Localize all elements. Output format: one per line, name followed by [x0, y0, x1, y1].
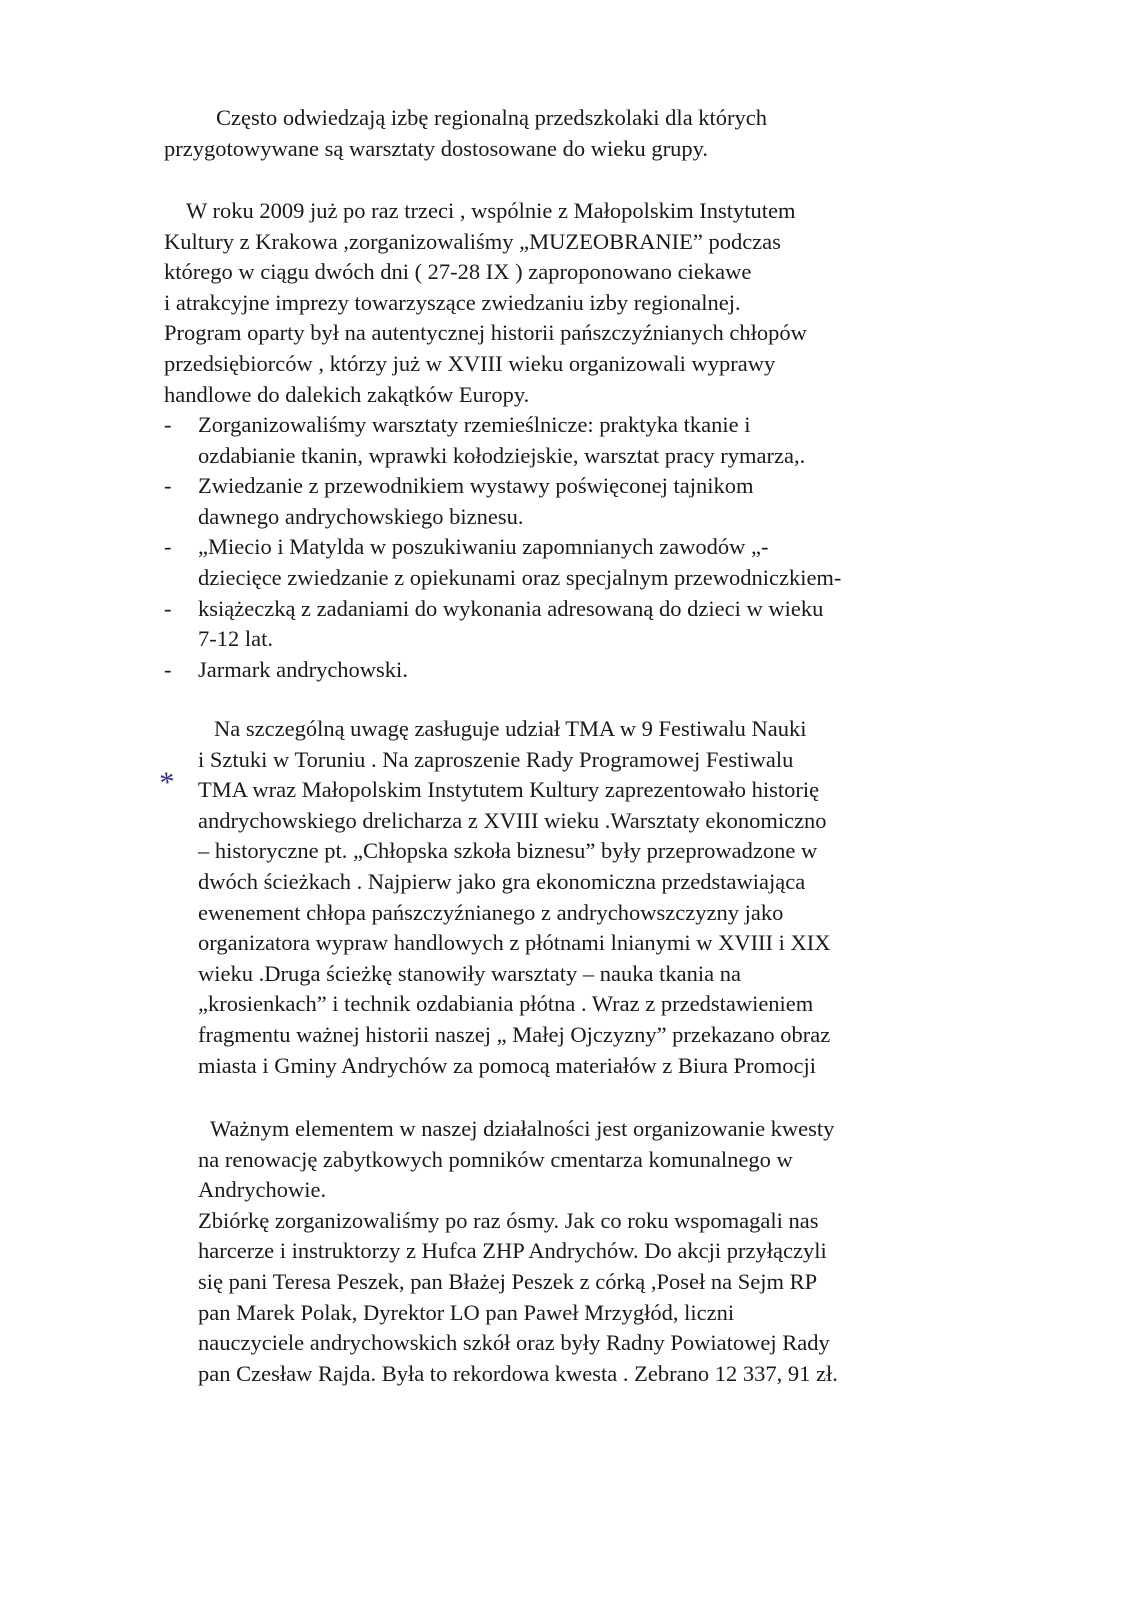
text-line: „Miecio i Matylda w poszukiwaniu zapomnianych zawodów „- — [198, 534, 769, 560]
text-line: pan Czesław Rajda. Była to rekordowa kwesta . Zebrano 12 337, 91 zł. — [198, 1360, 838, 1386]
text-line: ewenement chłopa pańszczyźnianego z andrychowszczyzny jako — [198, 899, 784, 925]
text-line: Andrychowie. — [198, 1177, 327, 1203]
text-line: organizatora wypraw handlowych z płótnami lnianymi w XVIII i XIX — [198, 930, 831, 956]
text-line: pan Marek Polak, Dyrektor LO pan Paweł Mrzygłód, liczni — [198, 1299, 735, 1325]
list-item — [164, 594, 841, 655]
list-item — [164, 410, 841, 471]
text-line: Zbiórkę zorganizowaliśmy po raz ósmy. Jak co roku wspomagali nas — [198, 1207, 819, 1233]
text-line: Kultury z Krakowa ,zorganizowaliśmy „MUZEOBRANIE” podczas — [164, 228, 781, 254]
text-line: książeczką z zadaniami do wykonania adresowaną do dzieci w wieku — [198, 595, 824, 621]
list-dash: - — [164, 656, 172, 682]
text-line: Jarmark andrychowski. — [198, 656, 408, 682]
text-line: nauczyciele andrychowskich szkół oraz były Radny Powiatowej Rady — [198, 1330, 830, 1356]
text-line: fragmentu ważnej historii naszej „ Małej Ojczyzny” przekazano obraz — [198, 1021, 831, 1047]
text-line: Ważnym elementem w naszej działalności jest organizowanie kwesty — [210, 1116, 835, 1141]
text-line: przedsiębiorców , którzy już w XVIII wieku organizowali wyprawy — [164, 350, 776, 376]
text-line: Na szczególną uwagę zasługuje udział TMA w 9 Festiwalu Nauki — [214, 716, 807, 741]
text-line: wieku .Druga ścieżkę stanowiły warsztaty – nauka tkania na — [198, 960, 741, 986]
text-line: miasta i Gminy Andrychów za pomocą materiałów z Biura Promocji — [198, 1052, 816, 1078]
text-line: przygotowywane są warsztaty dostosowane do wieku grupy. — [164, 135, 709, 161]
kwesta-paragraph — [198, 1114, 838, 1389]
text-line: Często odwiedzają izbę regionalną przedszkolaki dla których — [216, 105, 768, 130]
list-item — [164, 532, 841, 593]
workshop-list — [164, 410, 841, 685]
text-line: na renowację zabytkowych pomników cmentarza komunalnego w — [198, 1146, 793, 1172]
text-line: handlowe do dalekich zakątków Europy. — [164, 381, 530, 407]
list-item — [164, 471, 841, 532]
text-line: 7-12 lat. — [198, 626, 273, 652]
text-line: Zorganizowaliśmy warsztaty rzemieślnicze: praktyka tkanie i — [198, 412, 751, 437]
torun-festival-paragraph — [198, 714, 831, 1081]
text-line: Program oparty był na autentycznej historii pańszczyźnianych chłopów — [164, 320, 807, 346]
list-dash: - — [164, 534, 172, 560]
text-line: dawnego andrychowskiego biznesu. — [198, 503, 524, 529]
handwritten-asterisk-mark: * — [157, 765, 178, 800]
text-line: dwóch ścieżkach . Najpierw jako gra ekonomiczna przedstawiająca — [198, 868, 806, 894]
text-line: „krosienkach” i technik ozdabiania płótna . Wraz z przedstawieniem — [198, 991, 814, 1017]
text-line: TMA wraz Małopolskim Instytutem Kultury zaprezentowało historię — [198, 777, 820, 803]
text-line: i atrakcyjne imprezy towarzyszące zwiedzaniu izby regionalnej. — [164, 289, 741, 315]
text-line: harcerze i instruktorzy z Hufca ZHP Andrychów. Do akcji przyłączyli — [198, 1238, 827, 1264]
text-line: którego w ciągu dwóch dni ( 27-28 IX ) zaproponowano ciekawe — [164, 259, 752, 285]
list-dash: - — [164, 473, 172, 499]
intro-paragraph — [164, 103, 767, 164]
muzeobranie-paragraph — [164, 196, 807, 410]
text-line: dziecięce zwiedzanie z opiekunami oraz specjalnym przewodniczkiem- — [198, 564, 842, 590]
list-dash: - — [164, 412, 172, 437]
text-line: andrychowskiego drelicharza z XVIII wieku .Warsztaty ekonomiczno — [198, 807, 827, 833]
text-line: ozdabianie tkanin, wprawki kołodziejskie, warsztat pracy rymarza,. — [198, 442, 806, 468]
text-line: Zwiedzanie z przewodnikiem wystawy poświęconej tajnikom — [198, 473, 754, 499]
list-item — [164, 655, 841, 686]
text-line: W roku 2009 już po raz trzeci , wspólnie z Małopolskim Instytutem — [186, 198, 796, 223]
text-line: – historyczne pt. „Chłopska szkoła biznesu” były przeprowadzone w — [198, 838, 818, 864]
list-dash: - — [164, 595, 172, 621]
text-line: się pani Teresa Peszek, pan Błażej Peszek z córką ,Poseł na Sejm RP — [198, 1268, 818, 1294]
text-line: i Sztuki w Toruniu . Na zaproszenie Rady Programowej Festiwalu — [198, 746, 794, 772]
